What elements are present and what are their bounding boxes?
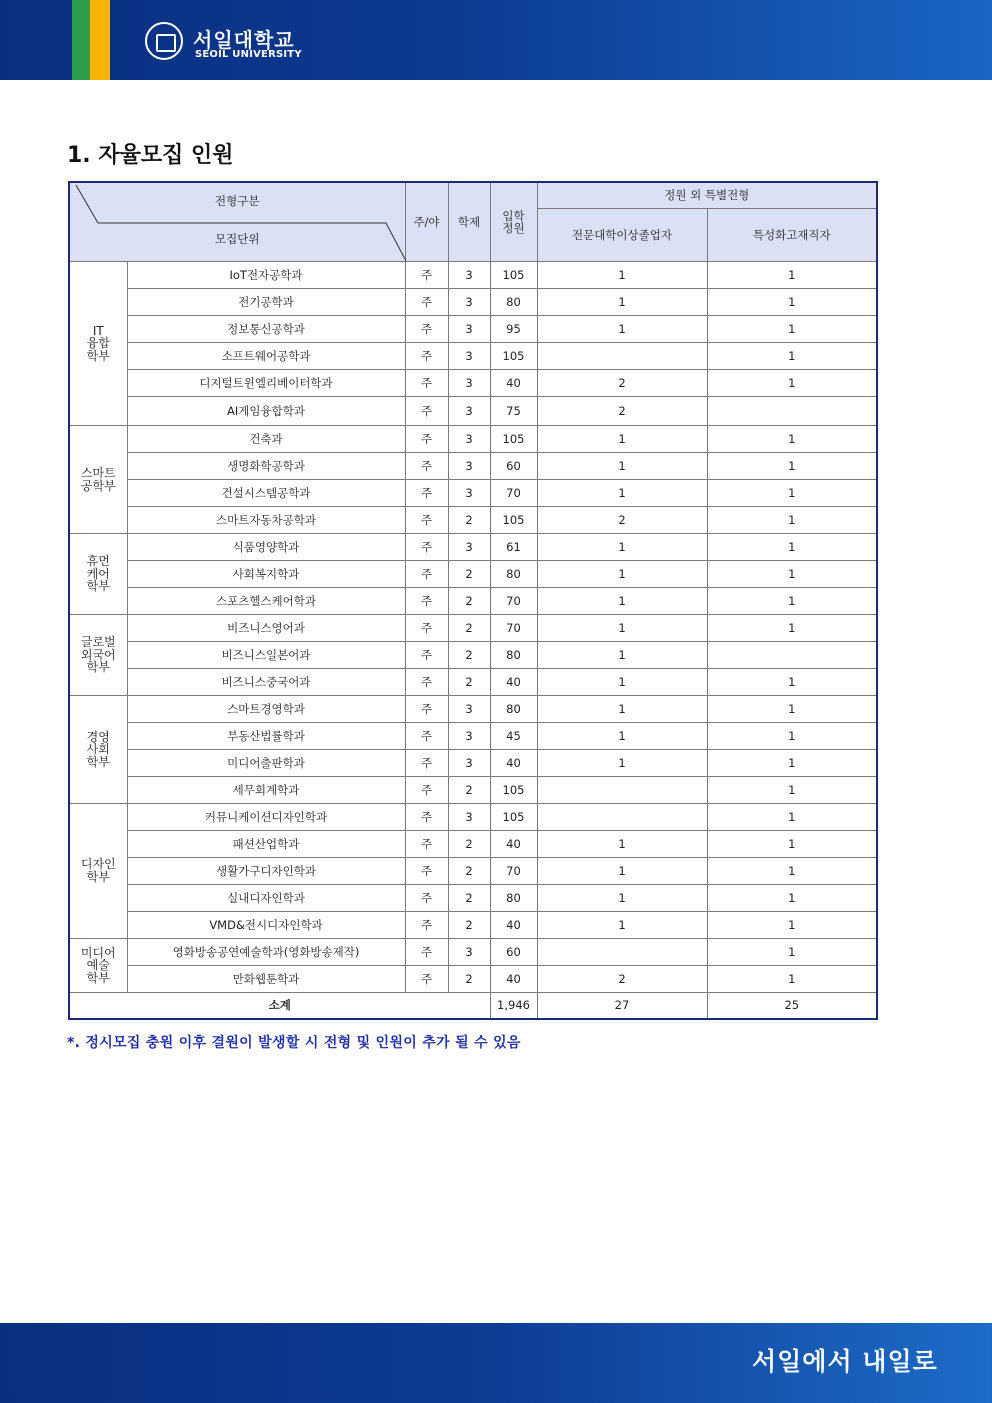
quota-cell: 70 [490, 615, 537, 642]
table-row [69, 912, 877, 939]
department-name: 스마트경영학과 [127, 696, 405, 723]
day-night-cell: 주 [405, 966, 448, 993]
special-employed-cell: 1 [707, 370, 877, 397]
department-name: 전기공학과 [127, 289, 405, 316]
quota-cell: 60 [490, 939, 537, 966]
special-employed-cell: 1 [707, 289, 877, 316]
table-row [69, 642, 877, 669]
department-name: 스마트자동차공학과 [127, 507, 405, 534]
years-cell: 3 [448, 480, 490, 507]
quota-cell: 70 [490, 480, 537, 507]
quota-cell: 80 [490, 289, 537, 316]
quota-cell: 40 [490, 750, 537, 777]
day-night-cell: 주 [405, 534, 448, 561]
special-graduates-cell: 1 [537, 262, 707, 289]
special-graduates-cell: 1 [537, 750, 707, 777]
total-label: 소계 [69, 993, 490, 1020]
quota-cell: 95 [490, 316, 537, 343]
quota-cell: 105 [490, 262, 537, 289]
day-night-cell: 주 [405, 615, 448, 642]
table-row [69, 397, 877, 426]
quota-cell: 80 [490, 885, 537, 912]
day-night-cell: 주 [405, 453, 448, 480]
day-night-cell: 주 [405, 696, 448, 723]
special-employed-cell: 1 [707, 723, 877, 750]
table-row [69, 370, 877, 397]
table-row [69, 588, 877, 615]
department-name: 정보통신공학과 [127, 316, 405, 343]
years-cell: 3 [448, 343, 490, 370]
special-employed-cell: 1 [707, 831, 877, 858]
department-name: AI게임융합학과 [127, 397, 405, 426]
years-cell: 3 [448, 939, 490, 966]
special-employed-cell: 1 [707, 426, 877, 453]
day-night-cell: 주 [405, 885, 448, 912]
header-special-graduates: 전문대학이상졸업자 [537, 209, 707, 262]
header-band [0, 0, 992, 80]
years-cell: 2 [448, 831, 490, 858]
department-name: 미디어출판학과 [127, 750, 405, 777]
special-employed-cell: 1 [707, 561, 877, 588]
special-graduates-cell: 2 [537, 397, 707, 426]
day-night-cell: 주 [405, 397, 448, 426]
table-row [69, 669, 877, 696]
diagonal-header-cell [69, 182, 405, 262]
table-row [69, 885, 877, 912]
quota-cell: 105 [490, 507, 537, 534]
years-cell: 3 [448, 804, 490, 831]
special-employed-cell: 1 [707, 939, 877, 966]
table-row [69, 804, 877, 831]
yellow-stripe [90, 0, 110, 80]
quota-table-body [69, 262, 877, 1020]
special-graduates-cell: 2 [537, 966, 707, 993]
department-name: 커뮤니케이션디자인학과 [127, 804, 405, 831]
special-graduates-cell: 1 [537, 534, 707, 561]
special-employed-cell: 1 [707, 480, 877, 507]
special-employed-cell: 1 [707, 669, 877, 696]
total-row [69, 993, 877, 1020]
table-row [69, 343, 877, 370]
day-night-cell: 주 [405, 912, 448, 939]
division-name: 경영 사회 학부 [69, 696, 127, 804]
years-cell: 2 [448, 588, 490, 615]
department-name: 건설시스템공학과 [127, 480, 405, 507]
years-cell: 3 [448, 696, 490, 723]
division-name: IT 융합 학부 [69, 262, 127, 426]
special-employed-cell: 1 [707, 262, 877, 289]
department-name: 디지털트윈엘리베이터학과 [127, 370, 405, 397]
department-name: 소프트웨어공학과 [127, 343, 405, 370]
quota-cell: 105 [490, 777, 537, 804]
special-graduates-cell: 1 [537, 885, 707, 912]
division-name: 미디어 예술 학부 [69, 939, 127, 993]
day-night-cell: 주 [405, 370, 448, 397]
department-name: 생명화학공학과 [127, 453, 405, 480]
special-graduates-cell [537, 804, 707, 831]
total-special-employed: 25 [707, 993, 877, 1020]
header-type: 전형구분 [215, 194, 260, 208]
special-graduates-cell: 1 [537, 426, 707, 453]
quota-cell: 61 [490, 534, 537, 561]
department-name: 식품영양학과 [127, 534, 405, 561]
table-row [69, 316, 877, 343]
years-cell: 3 [448, 289, 490, 316]
department-name: 사회복지학과 [127, 561, 405, 588]
years-cell: 2 [448, 507, 490, 534]
years-cell: 3 [448, 750, 490, 777]
table-row [69, 289, 877, 316]
day-night-cell: 주 [405, 289, 448, 316]
header-special-employed: 특성화고재직자 [707, 209, 877, 262]
special-graduates-cell: 1 [537, 858, 707, 885]
quota-cell: 40 [490, 669, 537, 696]
special-graduates-cell: 1 [537, 588, 707, 615]
special-graduates-cell: 1 [537, 723, 707, 750]
special-employed-cell: 1 [707, 343, 877, 370]
table-row [69, 966, 877, 993]
department-name: 실내디자인학과 [127, 885, 405, 912]
special-graduates-cell: 1 [537, 316, 707, 343]
special-graduates-cell: 1 [537, 615, 707, 642]
table-row [69, 507, 877, 534]
quota-cell: 80 [490, 642, 537, 669]
years-cell: 3 [448, 426, 490, 453]
years-cell: 2 [448, 912, 490, 939]
special-employed-cell: 1 [707, 966, 877, 993]
quota-cell: 80 [490, 696, 537, 723]
day-night-cell: 주 [405, 804, 448, 831]
years-cell: 3 [448, 453, 490, 480]
special-graduates-cell: 1 [537, 453, 707, 480]
quota-cell: 40 [490, 370, 537, 397]
department-name: 비즈니스일본어과 [127, 642, 405, 669]
division-name: 휴먼 케어 학부 [69, 534, 127, 615]
years-cell: 3 [448, 316, 490, 343]
footnote: *. 정시모집 충원 이후 결원이 발생할 시 전형 및 인원이 추가 될 수 있음 [67, 1035, 521, 1051]
special-employed-cell: 1 [707, 588, 877, 615]
day-night-cell: 주 [405, 831, 448, 858]
table-row [69, 939, 877, 966]
years-cell: 2 [448, 561, 490, 588]
special-graduates-cell: 1 [537, 669, 707, 696]
years-cell: 3 [448, 262, 490, 289]
department-name: 부동산법률학과 [127, 723, 405, 750]
department-name: 생활가구디자인학과 [127, 858, 405, 885]
department-name: 패션산업학과 [127, 831, 405, 858]
department-name: 영화방송공연예술학과(영화방송제작) [127, 939, 405, 966]
header-quota: 입학 정원 [490, 182, 537, 262]
department-name: 만화웹툰학과 [127, 966, 405, 993]
years-cell: 2 [448, 669, 490, 696]
special-employed-cell: 1 [707, 615, 877, 642]
table-row [69, 262, 877, 289]
special-employed-cell: 1 [707, 912, 877, 939]
division-name: 글로벌 외국어 학부 [69, 615, 127, 696]
day-night-cell: 주 [405, 507, 448, 534]
years-cell: 3 [448, 534, 490, 561]
years-cell: 3 [448, 397, 490, 426]
table-row [69, 534, 877, 561]
day-night-cell: 주 [405, 561, 448, 588]
footer-slogan: 서일에서 내일로 [752, 1347, 938, 1376]
page-title: 1. 자율모집 인원 [67, 143, 234, 168]
table-row [69, 750, 877, 777]
department-name: 건축과 [127, 426, 405, 453]
special-employed-cell: 1 [707, 804, 877, 831]
table-row [69, 615, 877, 642]
special-employed-cell: 1 [707, 858, 877, 885]
day-night-cell: 주 [405, 939, 448, 966]
table-row [69, 426, 877, 453]
quota-table [68, 181, 878, 1020]
special-employed-cell [707, 397, 877, 426]
years-cell: 2 [448, 858, 490, 885]
table-row [69, 777, 877, 804]
department-name: 스포츠헬스케어학과 [127, 588, 405, 615]
total-quota: 1,946 [490, 993, 537, 1020]
years-cell: 3 [448, 723, 490, 750]
day-night-cell: 주 [405, 777, 448, 804]
years-cell: 2 [448, 642, 490, 669]
table-row [69, 858, 877, 885]
table-row [69, 561, 877, 588]
department-name: VMD&전시디자인학과 [127, 912, 405, 939]
special-graduates-cell: 1 [537, 831, 707, 858]
special-employed-cell: 1 [707, 777, 877, 804]
quota-cell: 45 [490, 723, 537, 750]
quota-cell: 40 [490, 912, 537, 939]
special-graduates-cell: 2 [537, 370, 707, 397]
department-name: 비즈니스중국어과 [127, 669, 405, 696]
day-night-cell: 주 [405, 480, 448, 507]
special-employed-cell: 1 [707, 507, 877, 534]
special-employed-cell: 1 [707, 316, 877, 343]
special-graduates-cell: 1 [537, 912, 707, 939]
header-day-night: 주/야 [405, 182, 448, 262]
division-name: 스마트 공학부 [69, 426, 127, 534]
special-employed-cell: 1 [707, 885, 877, 912]
day-night-cell: 주 [405, 723, 448, 750]
total-special-graduates: 27 [537, 993, 707, 1020]
day-night-cell: 주 [405, 750, 448, 777]
day-night-cell: 주 [405, 316, 448, 343]
table-row [69, 480, 877, 507]
quota-cell: 105 [490, 343, 537, 370]
day-night-cell: 주 [405, 262, 448, 289]
quota-cell: 105 [490, 426, 537, 453]
day-night-cell: 주 [405, 343, 448, 370]
years-cell: 2 [448, 777, 490, 804]
special-employed-cell: 1 [707, 696, 877, 723]
years-cell: 2 [448, 966, 490, 993]
years-cell: 2 [448, 885, 490, 912]
table-row [69, 831, 877, 858]
header-years: 학제 [448, 182, 490, 262]
department-name: 비즈니스영어과 [127, 615, 405, 642]
quota-cell: 60 [490, 453, 537, 480]
day-night-cell: 주 [405, 669, 448, 696]
header-special-group: 정원 외 특별전형 [537, 182, 877, 209]
day-night-cell: 주 [405, 588, 448, 615]
quota-cell: 75 [490, 397, 537, 426]
university-name-en: SEOIL UNIVERSITY [195, 49, 302, 60]
special-employed-cell [707, 642, 877, 669]
special-graduates-cell: 2 [537, 507, 707, 534]
day-night-cell: 주 [405, 426, 448, 453]
special-graduates-cell [537, 343, 707, 370]
special-graduates-cell: 1 [537, 561, 707, 588]
header-unit: 모집단위 [215, 232, 260, 246]
years-cell: 3 [448, 370, 490, 397]
special-graduates-cell: 1 [537, 642, 707, 669]
green-stripe [72, 0, 90, 80]
quota-cell: 40 [490, 966, 537, 993]
special-graduates-cell: 1 [537, 289, 707, 316]
table-row [69, 723, 877, 750]
quota-cell: 40 [490, 831, 537, 858]
division-name: 디자인 학부 [69, 804, 127, 939]
special-graduates-cell: 1 [537, 480, 707, 507]
special-graduates-cell: 1 [537, 696, 707, 723]
years-cell: 2 [448, 615, 490, 642]
quota-cell: 70 [490, 858, 537, 885]
special-employed-cell: 1 [707, 750, 877, 777]
day-night-cell: 주 [405, 642, 448, 669]
department-name: IoT전자공학과 [127, 262, 405, 289]
special-employed-cell: 1 [707, 534, 877, 561]
department-name: 세무회계학과 [127, 777, 405, 804]
special-graduates-cell [537, 939, 707, 966]
day-night-cell: 주 [405, 858, 448, 885]
footer-band [0, 1323, 992, 1403]
quota-cell: 80 [490, 561, 537, 588]
table-row [69, 453, 877, 480]
quota-cell: 70 [490, 588, 537, 615]
special-employed-cell: 1 [707, 453, 877, 480]
university-name-ko: 서일대학교 [193, 28, 295, 52]
table-row [69, 696, 877, 723]
quota-cell: 105 [490, 804, 537, 831]
university-seal-icon [145, 22, 183, 60]
special-graduates-cell [537, 777, 707, 804]
